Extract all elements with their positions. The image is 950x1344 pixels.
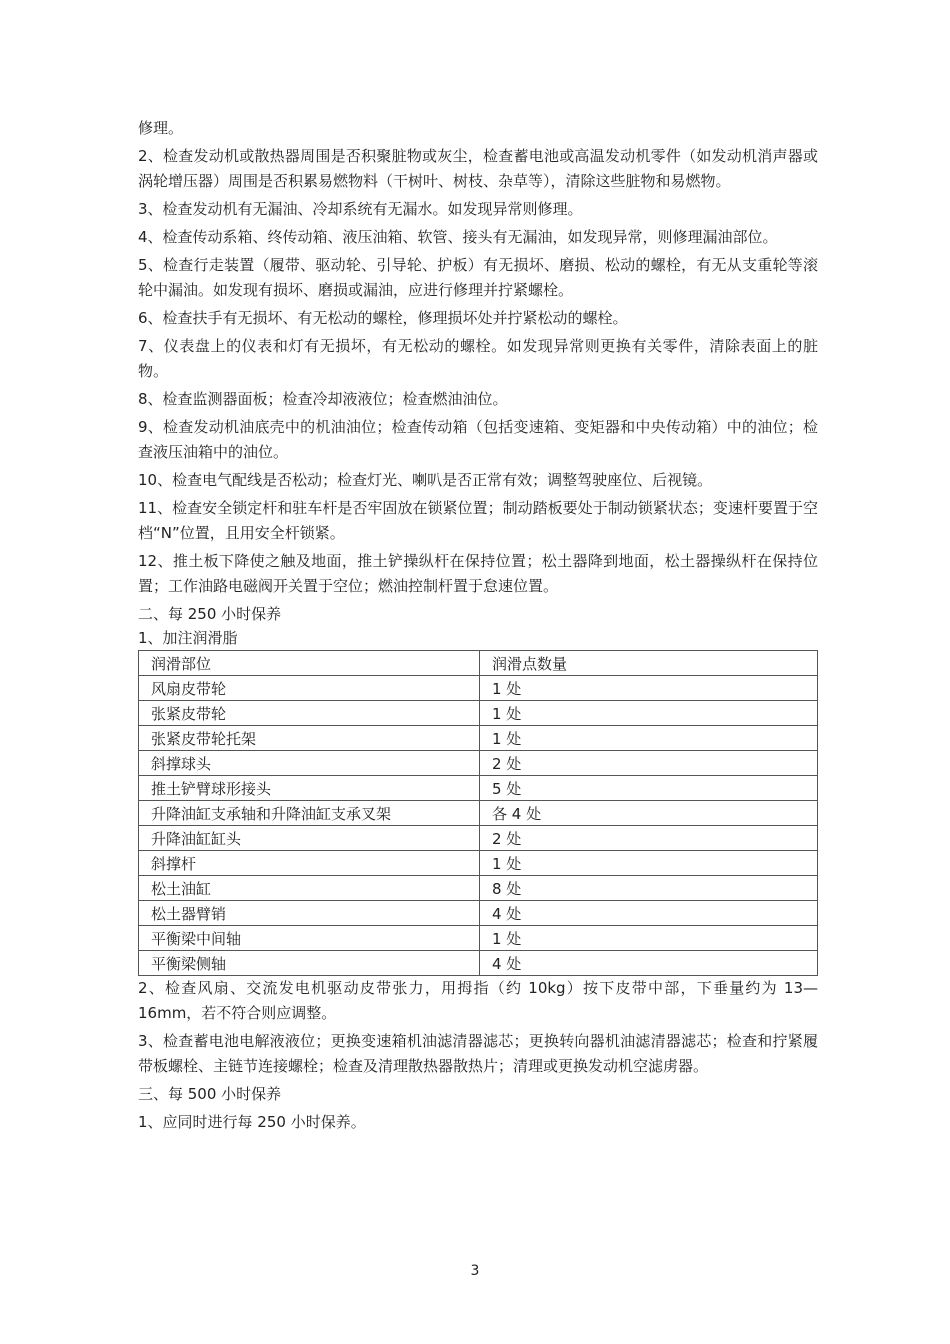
table-cell: 4 处 xyxy=(480,901,818,926)
table-cell: 推土铲臂球形接头 xyxy=(139,776,480,801)
table-cell: 5 处 xyxy=(480,776,818,801)
table-cell: 4 处 xyxy=(480,951,818,976)
table-cell: 张紧皮带轮 xyxy=(139,701,480,726)
table-cell: 升降油缸支承轴和升降油缸支承叉架 xyxy=(139,801,480,826)
section-heading: 二、每 250 小时保养 xyxy=(138,605,282,623)
section-heading: 三、每 500 小时保养 xyxy=(138,1085,282,1103)
table-header-cell: 润滑点数量 xyxy=(480,651,818,676)
table-row xyxy=(139,826,818,851)
table-cell: 斜撑杆 xyxy=(139,851,480,876)
table-cell: 升降油缸缸头 xyxy=(139,826,480,851)
table-row xyxy=(139,801,818,826)
paragraph: 2、检查风扇、交流发电机驱动皮带张力，用拇指（约 10kg）按下皮带中部，下垂量约为 13—16mm，若不符合则应调整。 xyxy=(138,979,818,1022)
table-cell: 2 处 xyxy=(480,751,818,776)
table-cell: 2 处 xyxy=(480,826,818,851)
paragraph: 9、检查发动机油底壳中的机油油位；检查传动箱（包括变速箱、变矩器和中央传动箱）中的油位；检查液压油箱中的油位。 xyxy=(138,418,818,461)
table-row xyxy=(139,901,818,926)
table-cell: 1 处 xyxy=(480,926,818,951)
table-cell: 松土油缸 xyxy=(139,876,480,901)
subsection-heading: 1、加注润滑脂 xyxy=(138,629,238,647)
table-row xyxy=(139,926,818,951)
table-cell: 1 处 xyxy=(480,726,818,751)
table-row xyxy=(139,951,818,976)
lubrication-table xyxy=(138,650,818,976)
paragraph: 3、检查蓄电池电解液液位；更换变速箱机油滤清器滤芯；更换转向器机油滤清器滤芯；检查和拧紧履带板螺栓、主链节连接螺栓；检查及清理散热器散热片；清理或更换发动机空滤虏器。 xyxy=(138,1032,818,1075)
paragraph: 5、检查行走装置（履带、驱动轮、引导轮、护板）有无损坏、磨损、松动的螺栓，有无从支重轮等滚轮中漏油。如发现有损坏、磨损或漏油，应进行修理并拧紧螺栓。 xyxy=(138,256,818,299)
paragraph: 7、仪表盘上的仪表和灯有无损坏，有无松动的螺栓。如发现异常则更换有关零件，清除表面上的脏物。 xyxy=(138,337,818,380)
table-header-cell: 润滑部位 xyxy=(139,651,480,676)
table-row xyxy=(139,751,818,776)
paragraph: 11、检查安全锁定杆和驻车杆是否牢固放在锁紧位置；制动踏板要处于制动锁紧状态；变速杆要置于空档“N”位置，且用安全杆锁紧。 xyxy=(138,499,818,542)
paragraph: 3、检查发动机有无漏油、冷却系统有无漏水。如发现异常则修理。 xyxy=(138,200,583,218)
paragraph: 8、检查监测器面板；检查冷却液液位；检查燃油油位。 xyxy=(138,390,508,408)
page-number: 3 xyxy=(470,1263,480,1279)
table-row xyxy=(139,726,818,751)
paragraph: 1、应同时进行每 250 小时保养。 xyxy=(138,1113,366,1131)
table-cell: 张紧皮带轮托架 xyxy=(139,726,480,751)
paragraph: 2、检查发动机或散热器周围是否积聚脏物或灰尘，检查蓄电池或高温发动机零件（如发动机消声器或涡轮增压器）周围是否积累易燃物料（干树叶、树枝、杂草等），清除这些脏物和易燃物。 xyxy=(138,147,818,190)
table-cell: 松土器臂销 xyxy=(139,901,480,926)
table-header-row xyxy=(139,651,818,676)
table-cell: 各 4 处 xyxy=(480,801,818,826)
paragraph: 6、检查扶手有无损坏、有无松动的螺栓，修理损坏处并拧紧松动的螺栓。 xyxy=(138,309,628,327)
paragraph: 12、推土板下降使之触及地面，推土铲操纵杆在保持位置；松土器降到地面，松土器操纵杆在保持位置；工作油路电磁阀开关置于空位；燃油控制杆置于怠速位置。 xyxy=(138,552,818,595)
document-page xyxy=(138,116,818,1138)
table-row xyxy=(139,876,818,901)
table-row xyxy=(139,776,818,801)
table-cell: 斜撑球头 xyxy=(139,751,480,776)
table-cell: 1 处 xyxy=(480,676,818,701)
table-cell: 1 处 xyxy=(480,701,818,726)
paragraph: 10、检查电气配线是否松动；检查灯光、喇叭是否正常有效；调整驾驶座位、后视镜。 xyxy=(138,471,713,489)
table-cell: 平衡梁侧轴 xyxy=(139,951,480,976)
table-row xyxy=(139,851,818,876)
table-cell: 平衡梁中间轴 xyxy=(139,926,480,951)
table-cell: 8 处 xyxy=(480,876,818,901)
table-cell: 1 处 xyxy=(480,851,818,876)
paragraph: 4、检查传动系箱、终传动箱、液压油箱、软管、接头有无漏油，如发现异常，则修理漏油部位。 xyxy=(138,228,778,246)
table-row xyxy=(139,701,818,726)
paragraph: 修理。 xyxy=(138,119,184,137)
table-cell: 风扇皮带轮 xyxy=(139,676,480,701)
table-row xyxy=(139,676,818,701)
